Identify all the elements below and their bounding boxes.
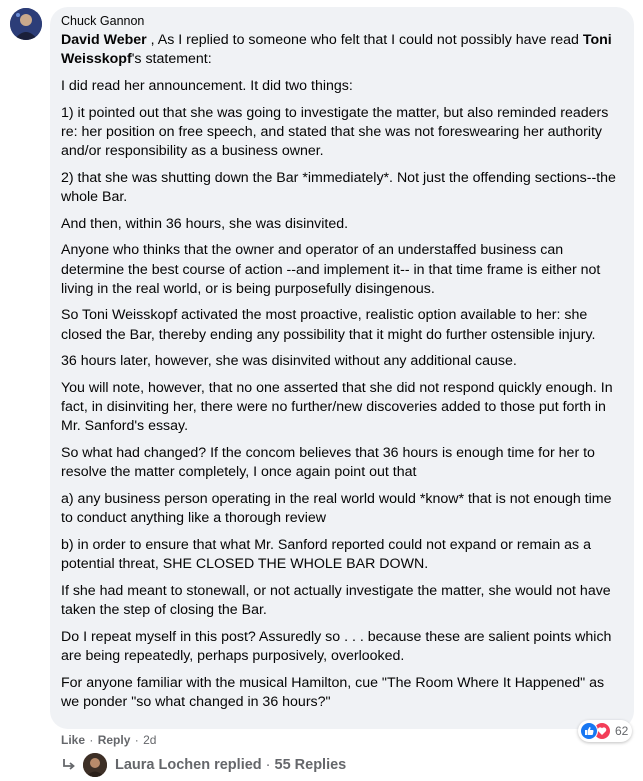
intro-text: , As I replied to someone who felt that I could not possibly have read <box>146 32 583 48</box>
comment-paragraph: So what had changed? If the concom believes that 36 hours is enough time for her to resolve the matter completely, I once again point out that <box>61 445 595 481</box>
comment-intro <box>61 31 622 69</box>
comment-paragraph: 1) it pointed out that she was going to investigate the matter, but also reminded readers re: her position on free speech, and stated that she was not foreswearing her authority and/or responsibility as a business owner. <box>61 104 609 160</box>
reply-button[interactable]: Reply <box>97 733 131 747</box>
action-separator: · <box>89 733 94 747</box>
comment-bubble <box>50 7 634 729</box>
avatar-image <box>10 8 42 40</box>
mention-david-weber[interactable]: David Weber <box>61 32 147 48</box>
mention-toni-weisskopf[interactable]: Toni Weisskopf <box>61 32 612 68</box>
comment-paragraph: 36 hours later, however, she was disinvited without any additional cause. <box>61 353 517 370</box>
commenter-avatar[interactable] <box>10 8 42 40</box>
intro-text-end: 's statement: <box>131 51 212 68</box>
like-button[interactable]: Like <box>61 733 86 747</box>
replies-count: 55 Replies <box>274 757 347 773</box>
replier-name: Laura Lochen replied <box>115 757 262 773</box>
reaction-count: 62 <box>615 724 629 738</box>
replier-avatar <box>83 753 107 777</box>
comment-timestamp[interactable]: 2d <box>143 733 157 747</box>
comment-paragraph: a) any business person operating in the real world would *know* that is not enough time to conduct anything like a thorough review <box>61 491 612 527</box>
comment-paragraph: So Toni Weisskopf activated the most proactive, realistic option available to her: she closed the Bar, thereby ending any possibility that it might do further ostensible injury. <box>61 307 596 343</box>
comment-paragraph: b) in order to ensure that what Mr. Sanford reported could not expand or remain as a potential threat, SHE CLOSED THE WHOLE BAR DOWN. <box>61 536 591 573</box>
comment-paragraph: Anyone who thinks that the owner and operator of an understaffed business can determine the best course of action --and implement it-- in that time frame is either not living in the real world, or is being purposefully disingenous. <box>61 242 601 297</box>
comment-actions <box>61 733 156 747</box>
comment-paragraph: And then, within 36 hours, she was disinvited. <box>61 215 349 232</box>
like-icon <box>580 722 598 740</box>
action-separator: · <box>134 733 139 747</box>
comment-paragraph: For anyone familiar with the musical Hamilton, cue "The Room Where It Happened" as we ponder "so what changed in 36 hours?" <box>61 674 605 710</box>
reaction-summary[interactable] <box>578 720 632 742</box>
comment-paragraph: You will note, however, that no one asserted that she did not respond quickly enough. In fact, in disinviting her, there were no further/new discoveries added to those put forth in Mr. Sanford's essay. <box>61 380 613 435</box>
comment-paragraph: I did read her announcement. It did two things: <box>61 77 353 94</box>
comment-paragraph: If she had meant to stonewall, or not actually investigate the matter, she would not have taken the step of closing the Bar. <box>61 582 611 619</box>
replies-separator: · <box>265 757 271 773</box>
comment-author[interactable]: Chuck Gannon <box>61 14 145 28</box>
comment-paragraph: 2) that she was shutting down the Bar *immediately*. Not just the offending sections--the whole Bar. <box>61 169 616 205</box>
reply-arrow-icon <box>61 757 77 773</box>
view-replies-link[interactable] <box>61 752 346 778</box>
comment-paragraph: Do I repeat myself in this post? Assuredly so . . . because these are salient points which are being repeatedly, perhaps purposively, overlooked. <box>61 628 612 664</box>
